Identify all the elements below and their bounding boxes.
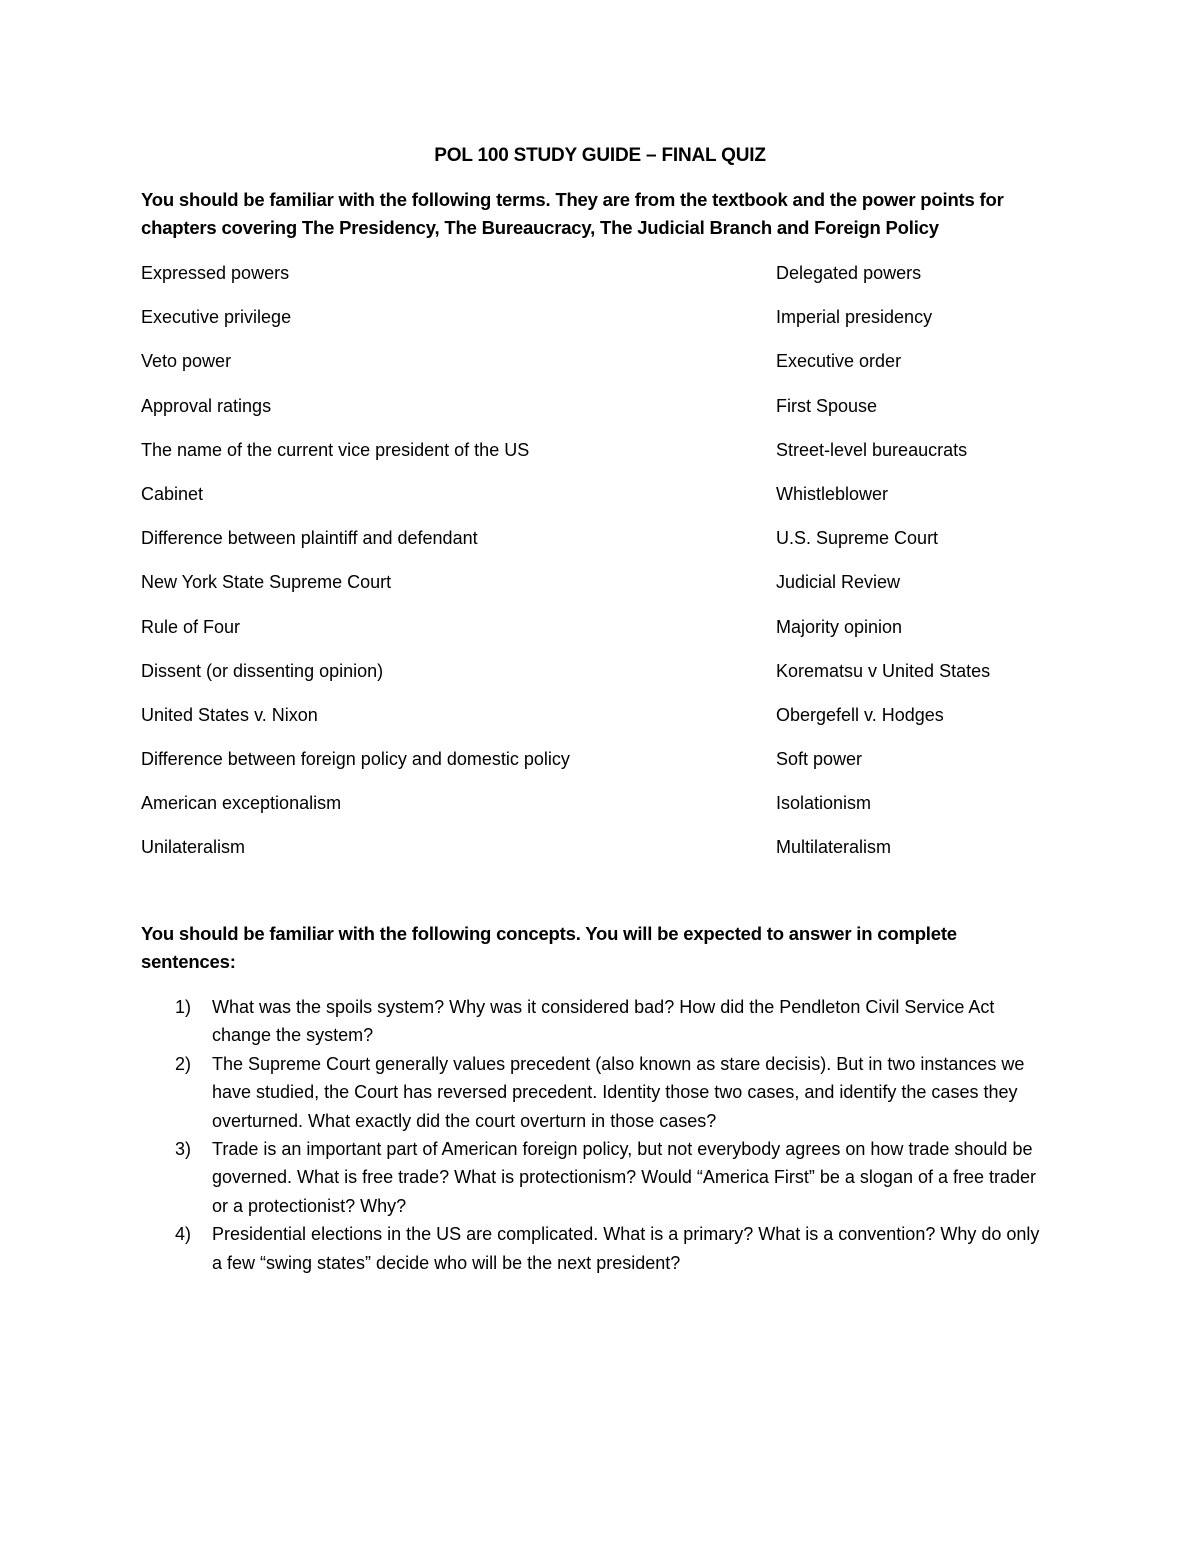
term-left: Dissent (or dissenting opinion)	[141, 660, 384, 681]
term-left: Expressed powers	[141, 263, 290, 283]
term-row	[141, 303, 1061, 347]
term-right: Korematsu v United States	[776, 660, 991, 681]
term-left: Difference between foreign policy and domestic policy	[141, 749, 570, 770]
term-right: Street-level bureaucrats	[776, 439, 968, 460]
term-row	[141, 259, 1061, 303]
term-left: United States v. Nixon	[141, 704, 318, 725]
terms-intro: You should be familiar with the following terms. They are from the textbook and the power points for chapters covering The Presidency, The Bureaucracy, The Judicial Branch and Foreign Policy	[141, 189, 1004, 238]
concept-text: The Supreme Court generally values precedent (also known as stare decisis). But in two instances we have studied, the Court has reversed precedent. Identity those two cases, and identify the cases they overturned. What exactly did the court overturn in those cases?	[212, 1053, 1025, 1131]
concept-text: What was the spoils system? Why was it considered bad? How did the Pendleton Civil Service Act change the system?	[212, 997, 995, 1046]
concept-item	[141, 993, 1061, 1050]
term-left: Difference between plaintiff and defendant	[141, 528, 478, 549]
term-row	[141, 480, 1061, 524]
term-left: Veto power	[141, 351, 232, 372]
term-left: The name of the current vice president of the US	[141, 439, 530, 460]
term-left: New York State Supreme Court	[141, 572, 392, 593]
term-row	[141, 613, 1061, 657]
term-right: Obergefell v. Hodges	[776, 704, 944, 725]
page-title: POL 100 STUDY GUIDE – FINAL QUIZ	[434, 145, 766, 166]
term-row	[141, 524, 1061, 568]
term-right: Majority opinion	[776, 616, 903, 637]
term-right: U.S. Supreme Court	[776, 528, 939, 549]
concept-item	[141, 1135, 1061, 1220]
term-row	[141, 392, 1061, 436]
concept-item	[141, 1050, 1061, 1135]
concept-text: Presidential elections in the US are complicated. What is a primary? What is a convention? Why do only a few “swing states” decide who will be the next president?	[212, 1224, 1040, 1273]
term-row	[141, 436, 1061, 480]
term-right: First Spouse	[776, 395, 878, 416]
term-left: Cabinet	[141, 483, 204, 504]
term-right: Multilateralism	[776, 837, 892, 858]
term-row	[141, 833, 1061, 877]
concept-text: Trade is an important part of American foreign policy, but not everybody agrees on how trade should be governed. What is free trade? What is protectionism? Would “America First” be a slogan of a free trader or a protectionist? Why?	[212, 1139, 1037, 1216]
term-left: Executive privilege	[141, 307, 292, 328]
term-left: American exceptionalism	[141, 793, 342, 814]
term-row	[141, 347, 1061, 391]
term-right: Delegated powers	[776, 263, 922, 283]
concepts-intro: You should be familiar with the following concepts. You will be expected to answer in complete sentences:	[141, 923, 957, 972]
concept-number: 3)	[175, 1139, 192, 1160]
term-row	[141, 701, 1061, 745]
term-row	[141, 745, 1061, 789]
concepts-list	[141, 993, 1061, 1277]
term-left: Rule of Four	[141, 616, 241, 637]
term-row	[141, 789, 1061, 833]
term-right: Executive order	[776, 351, 902, 372]
concept-number: 4)	[175, 1224, 192, 1245]
term-right: Whistleblower	[776, 483, 889, 504]
term-row	[141, 568, 1061, 612]
term-right: Judicial Review	[776, 572, 901, 593]
concept-item	[141, 1220, 1061, 1277]
term-right: Soft power	[776, 749, 863, 770]
term-left: Unilateralism	[141, 837, 246, 858]
terms-list	[141, 259, 1061, 878]
concept-number: 2)	[175, 1053, 192, 1074]
concept-number: 1)	[175, 997, 192, 1017]
term-right: Imperial presidency	[776, 307, 933, 328]
term-row	[141, 657, 1061, 701]
term-left: Approval ratings	[141, 395, 272, 416]
term-right: Isolationism	[776, 793, 872, 814]
